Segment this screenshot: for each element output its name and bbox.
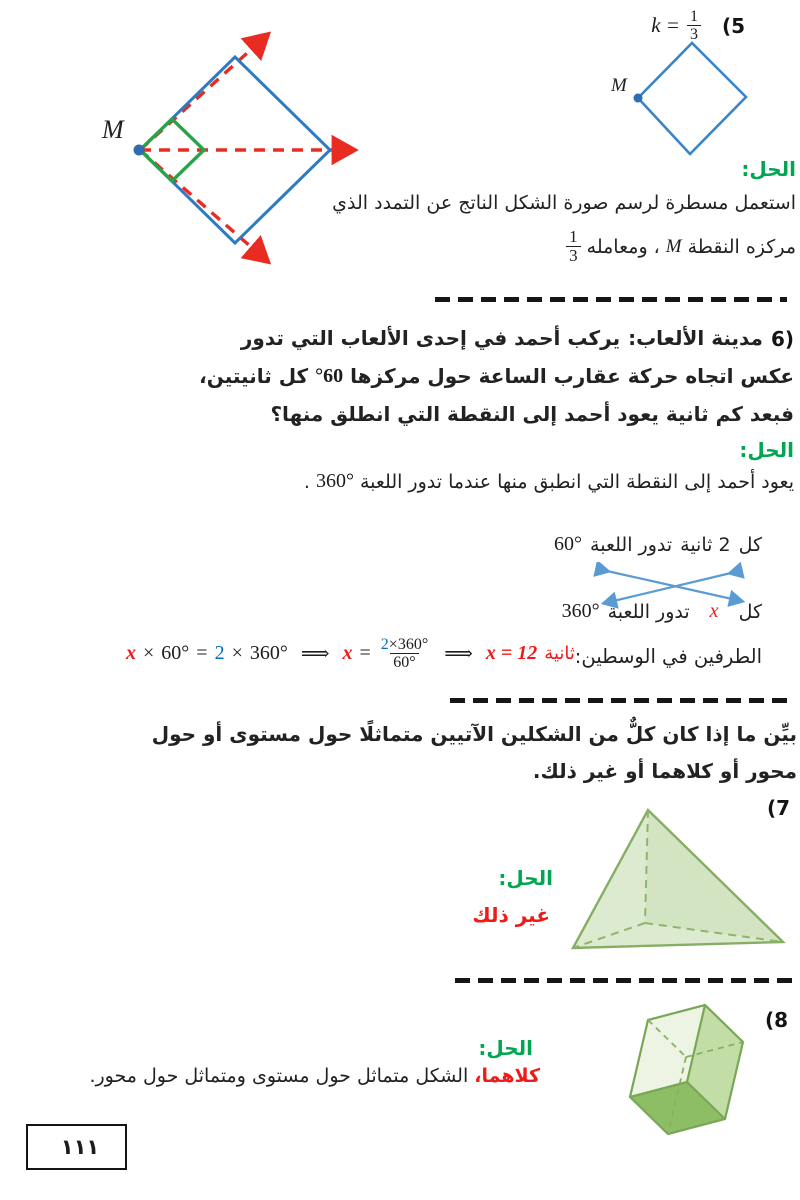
p7-answer: غير ذلك xyxy=(472,903,550,927)
proportion-row-2 xyxy=(562,600,762,623)
eq-x1: x xyxy=(126,642,136,665)
p5-solution-m: M xyxy=(665,235,682,257)
problem7-number: (7 xyxy=(766,796,790,820)
p5-solution-fraction xyxy=(566,228,581,266)
p6-solution-pre: يعود أحمد إلى النقطة التي انطبق منها عندما تدور اللعبة xyxy=(359,470,794,493)
eq-result: x = 12 xyxy=(485,642,538,665)
page-number-box xyxy=(26,1124,127,1170)
problem6-line2-post: كل ثانيتين، xyxy=(199,364,309,388)
blue-diamond-shape xyxy=(638,43,746,154)
p6-solution-360: 360° xyxy=(315,470,354,492)
prop-r1-middle: تدور اللعبة xyxy=(590,533,673,556)
eq-implies1: ⟹ xyxy=(300,643,330,666)
eq-x2: x xyxy=(342,642,353,665)
p6-solution-period: . xyxy=(303,470,310,493)
prop-r2-x: x xyxy=(709,600,719,622)
dashed-separator-3 xyxy=(455,978,800,983)
k-fraction-numerator: 1 xyxy=(689,8,698,25)
cube-figure xyxy=(593,988,758,1148)
dashed-separator-2 xyxy=(450,698,795,703)
solution-label-p7: الحل: xyxy=(498,866,553,890)
eq-360: 360° xyxy=(249,642,288,665)
eq-result-unit: ثانية xyxy=(544,643,575,665)
eq-equals1: = xyxy=(196,642,208,665)
instruction-line1: بيِّن ما إذا كان كلٌّ من الشكلين الآتيين متماثلًا حول مستوى أو حول xyxy=(151,722,797,746)
eq-fraction xyxy=(378,636,431,672)
problem6-title: مدينة الألعاب: xyxy=(628,326,763,350)
point-m-label: M xyxy=(102,115,124,144)
problem6-line1-text: يركب أحمد في إحدى الألعاب التي تدور xyxy=(240,326,621,350)
eq-2: 2 xyxy=(214,642,225,665)
problem6-line1 xyxy=(241,326,794,351)
p5-solution-fraction-denominator: 3 xyxy=(566,246,581,265)
page-number: ١١١ xyxy=(60,1135,100,1159)
solution-label-p6: الحل: xyxy=(739,438,794,462)
eq-equals2: = xyxy=(359,642,371,665)
solution-label-p8: الحل: xyxy=(478,1036,533,1060)
problem6-line3: فبعد كم ثانية يعود أحمد إلى النقطة التي انطلق منها؟ xyxy=(270,402,794,426)
eq-implies2: ⟹ xyxy=(444,643,473,666)
problem6-angle-60: °60 xyxy=(315,365,344,387)
p5-solution-line2-pre: مركزه النقطة xyxy=(687,235,796,258)
point-m-label: M xyxy=(611,75,627,96)
prop-r1-degrees: 60° xyxy=(554,533,583,555)
p5-solution-line2 xyxy=(566,228,796,266)
problem5-diamond-figure xyxy=(605,36,800,166)
prop-r2-degrees: 360° xyxy=(561,600,600,622)
eq-fraction-numerator xyxy=(378,636,431,653)
problem6-line2 xyxy=(199,364,794,389)
p5-solution-fraction-numerator: 1 xyxy=(569,227,578,246)
p8-answer-rest: الشكل متماثل حول مستوى ومتماثل حول محور. xyxy=(89,1065,469,1087)
pyramid-figure xyxy=(545,802,790,957)
k-equals-label: k = xyxy=(651,13,680,38)
p8-answer-line xyxy=(89,1065,540,1087)
center-point-m-dot xyxy=(634,94,643,103)
instruction-line2: محور أو كلاهما أو غير ذلك. xyxy=(532,759,797,783)
prop-r2-every: كل xyxy=(738,600,762,623)
solution-label-p5: الحل: xyxy=(741,157,796,181)
prop-r1-every: كل xyxy=(738,533,762,556)
eq-frac-360: ×360° xyxy=(388,636,429,653)
prop-r1-quantity: 2 ثانية xyxy=(680,533,731,556)
p5-solution-line2-mid: ، ومعامله xyxy=(586,235,660,258)
eq-times1: × xyxy=(143,642,155,665)
dilation-construction-figure xyxy=(88,20,383,275)
prop-r2-middle: تدور اللعبة xyxy=(607,600,690,623)
eq-frac-2: 2 xyxy=(380,636,389,653)
eq-fraction-denominator: 60° xyxy=(390,653,418,671)
proportion-row-1 xyxy=(554,533,762,556)
means-extremes-label: الطرفين في الوسطين: xyxy=(574,645,762,668)
p8-answer-lead: كلاهما، xyxy=(474,1065,540,1087)
eq-60: 60° xyxy=(161,642,190,665)
eq-times2: × xyxy=(231,642,243,665)
problem6-line2-pre: عكس اتجاه حركة عقارب الساعة حول مركزها xyxy=(350,364,794,388)
problem5-number: (5 xyxy=(721,13,745,38)
center-point-m-dot xyxy=(134,145,145,156)
cross-arrow-2 xyxy=(605,573,731,603)
p6-solution-line xyxy=(304,470,794,493)
dashed-separator-1 xyxy=(435,297,787,302)
p5-solution-line1: استعمل مسطرة لرسم صورة الشكل الناتج عن التمدد الذي xyxy=(332,192,796,214)
k-fraction-denominator: 3 xyxy=(687,25,701,43)
equation-row xyxy=(126,636,575,672)
problem6-number: 6) xyxy=(770,326,794,351)
problem8-number: (8 xyxy=(764,1008,788,1032)
